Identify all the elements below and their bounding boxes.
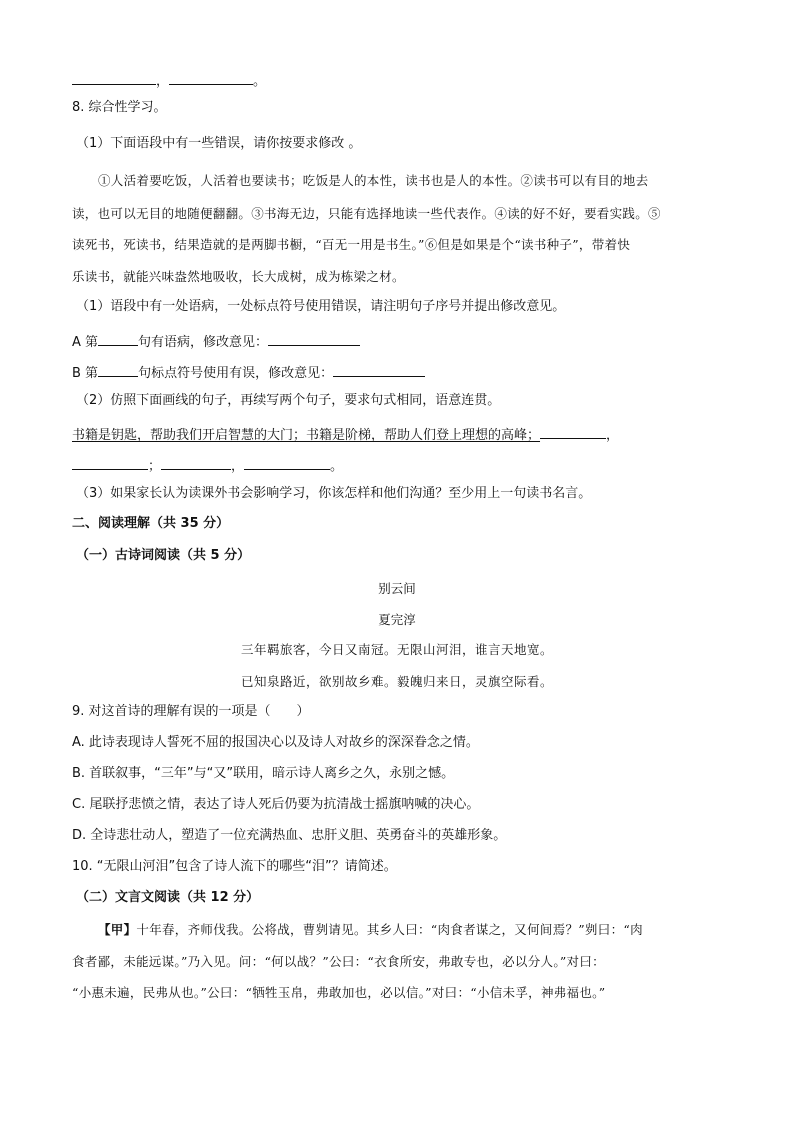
passage-label: 【甲】 (98, 922, 137, 937)
question-9-option-d[interactable]: D. 全诗悲壮动人，塑造了一位充满热血、忠肝义胆、英勇奋斗的英雄形象。 (72, 828, 507, 843)
answer-blank[interactable] (98, 362, 138, 377)
model-sentence: 书籍是钥匙，帮助我们开启智慧的大门；书籍是阶梯，帮助人们登上理想的高峰； (72, 428, 541, 443)
answer-blank[interactable] (72, 70, 156, 85)
question-9-option-b[interactable]: B. 首联叙事，“三年”与“又”联用，暗示诗人离乡之久，永别之憾。 (72, 766, 455, 781)
semicolon: ； (148, 459, 162, 474)
question-8-part1-intro: （1）下面语段中有一些错误，请你按要求修改 。 (76, 136, 362, 151)
question-9-option-a[interactable]: A. 此诗表现诗人誓死不屈的报国决心以及诗人对故乡的深深眷念之情。 (72, 735, 479, 750)
poem-line: 三年羁旅客，今日又南冠。无限山河泪，谁言天地宽。 (240, 642, 553, 657)
passage-line: ①人活着要吃饭，人活着也要读书；吃饭是人的本性，读书也是人的本性。②读书可以有目的地去 (98, 173, 649, 188)
answer-a-prefix: A 第 (72, 335, 99, 350)
subsection-heading: （一）古诗词阅读（共 5 分） (76, 548, 251, 563)
passage-line: 读，也可以无目的地随便翻翻。③书海无边，只能有选择地读一些代表作。④读的好不好，要看实践。⑤ (72, 206, 661, 221)
comma: ， (231, 459, 245, 474)
answer-blank[interactable] (244, 455, 330, 470)
question-9-stem: 9. 对这首诗的理解有误的一项是（ ） (72, 704, 310, 719)
question-8-sub3: （3）如果家长认为读课外书会影响学习，你该怎样和他们沟通？至少用上一句读书名言。 (76, 486, 592, 501)
answer-b-line (72, 362, 425, 383)
classical-passage-line: “小惠未遍，民弗从也。”公曰：“牺牲玉帛，弗敢加也，必以信。”对曰：“小信未孚，神弗福也。” (72, 985, 606, 1000)
period: 。 (253, 74, 267, 89)
poem-title: 别云间 (378, 581, 416, 596)
question-10-stem: 10. “无限山河泪”包含了诗人流下的哪些“泪”？请简述。 (72, 859, 397, 874)
answer-blank[interactable] (268, 331, 360, 346)
model-sentence-line (72, 424, 619, 445)
question-8-sub1: （1）语段中有一处语病，一处标点符号使用错误，请注明句子序号并提出修改意见。 (76, 299, 566, 314)
classical-passage-line: 食者鄙，未能远谋。”乃入见。问：“何以战？”公曰：“衣食所安，弗敢专也，必以分人。”对曰： (72, 954, 605, 969)
classical-passage-line (98, 921, 643, 939)
passage-line: 乐读书，就能兴味盎然地吸收，长大成树，成为栋梁之材。 (72, 269, 405, 284)
subsection-heading: （二）文言文阅读（共 12 分） (76, 890, 260, 905)
answer-blank[interactable] (169, 70, 253, 85)
answer-blank[interactable] (98, 331, 138, 346)
poem-line: 已知泉路近，欲别故乡难。毅魄归来日，灵旗空际看。 (240, 674, 553, 689)
continuation-blanks-line (72, 455, 343, 476)
comma: ， (606, 428, 620, 443)
answer-blank[interactable] (333, 362, 425, 377)
answer-blank[interactable] (72, 455, 148, 470)
answer-b-prefix: B 第 (72, 366, 99, 381)
answer-a-line (72, 331, 360, 352)
comma: ， (156, 74, 170, 89)
answer-blanks-line (72, 70, 266, 91)
question-8-sub2: （2）仿照下面画线的句子，再续写两个句子，要求句式相同，语意连贯。 (76, 393, 501, 408)
answer-blank[interactable] (540, 424, 606, 439)
answer-b-suffix: 句标点符号使用有误，修改意见： (138, 366, 334, 381)
question-8-title: 8. 综合性学习。 (72, 100, 167, 115)
answer-a-suffix: 句有语病，修改意见： (138, 335, 269, 350)
poem-author: 夏完淳 (378, 612, 416, 627)
question-9-option-c[interactable]: C. 尾联抒悲愤之情，表达了诗人死后仍要为抗清战士摇旗呐喊的决心。 (72, 797, 480, 812)
period: 。 (330, 459, 344, 474)
passage-line: 读死书，死读书，结果造就的是两脚书橱，“百无一用是书生。”⑥但是如果是个“读书种子”，带着快 (72, 237, 631, 252)
passage-text: 十年春，齐师伐我。公将战，曹刿请见。其乡人曰：“肉食者谋之，又何间焉？”刿曰：“肉 (136, 922, 643, 937)
section-heading: 二、阅读理解（共 35 分） (72, 516, 230, 531)
answer-blank[interactable] (161, 455, 231, 470)
